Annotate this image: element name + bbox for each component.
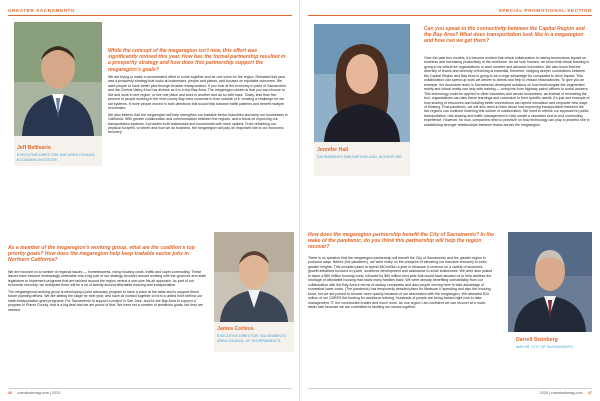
answer-2	[308, 256, 494, 311]
question-1: While the concept of the megaregion isn't new, this effort was significantly revised this year. How has the formal partnership resulted in a prosperity strategy and how does this partnership support the megaregion's goals?	[108, 48, 286, 73]
section-header: SPECIAL PROMOTIONAL SECTION	[498, 8, 592, 13]
james-title: EXECUTIVE DIRECTOR, SACRAMENTO AREA COUNCIL OF GOVERNMENTS	[217, 334, 287, 343]
footer-text: comstockmag.com | 2020	[17, 391, 61, 395]
header-rule	[308, 15, 592, 16]
section-header: GREATER SACRAMENTO	[8, 8, 76, 13]
answer-1-paragraph-1: Over the past few months, it's become evident that virtual collaboration is having tremendous impact on business and increasing productivity in the workforce. As we look forward, we know that virtual learning is going to be critical for organizations to work smarter and advance innovation. We also know that the diversity of teams and diversity of thinking is essential, therefore, bridging deeper connections between the Capital Region and Bay Area is going to be a huge advantage for companies to drive impact. This collaboration can speed up work we deliver to clients and help to reduce redundancies. To give you an example, the Accenture team in Sacramento developed solutions on how technologies like augmented reality and virtual reality can help with training — everyone from highway patrol officers to social workers. This technology could be applied to other industries and across businesses, as instead of recreating the tool, organizations can take these learnings and customize to their specific needs. It's just one example of how sharing of resources and building better connections can speed innovation and empower new ways of thinking. Post-pandemic, we will also need to think about how improving transportation between the two regions can continue fostering this culture of collaboration. We need to rethink our approach to public transportation, ride-sharing and traffic management to help create a seamless end-to-end commuting experience. However, for now, companies need to prioritize on how technology can play a powerful role in establishing stronger relationships between teams across the megaregion.	[424, 56, 590, 127]
answer-2-paragraph-1: We are focused on a number of regional issues — homelessness, rising housing costs, traffic and super-commuting. These issues have become increasingly untenable and a big part of our strategy revolves around working with the governor and state legislature to implement programs that are tailored around the region versus a one-size-fits-all approach. As part of our economic recovery, we anticipate there will be a lot of activity around affordable housing and transportation.	[8, 270, 207, 288]
footer-text: 2020 | comstockmag.com	[539, 391, 583, 395]
question-1: Can you speak to the connectivity between the Capital Region and the Bay Area? What does transportation look like in a megaregion and how can we get there?	[424, 26, 585, 45]
answer-2	[8, 270, 208, 314]
answer-2-paragraph-2: The megaregional working group is developing a joint advocacy program to have a voice at the table and to support these future planning efforts. We are setting the stage for next year, and have all worked together to form a united front behind our state transportation grant programs. For Sacramento to support a project in San Jose, and for the Bay Area to support a program in Placer County, that is a big deal and we are proud of that. We have set a number of ambitious goals, but they are needed.	[8, 289, 204, 312]
answer-1	[108, 75, 288, 137]
left-footer	[8, 391, 61, 395]
james-name: James Corless	[217, 326, 254, 332]
answer-1	[424, 56, 590, 129]
james-corless-photo	[214, 232, 294, 322]
darrell-title: MAYOR, CITY OF SACRAMENTO	[516, 345, 573, 349]
right-page	[300, 0, 600, 401]
answer-2-paragraph-1: There is no question that the megaregion partnership will benefit the City of Sacramento and the greater region in profound ways. Before (the pandemic), we were really on the precipice of elevating our inclusive economy to even greater heights. This included plans to spend $40 million a year in Measure U revenue on a variety of economic growth initiatives focused on youth, workforce development and assistance to small businesses. We were also poised to issue a $50 million housing bond, followed by $50 million next year that would have allowed us to help address the shortage of affordable housing that holds many families back. We were already benefiting substantially from our collaboration with the Bay Area in terms of startup companies and also people moving here to take advantage of somewhat lower costs. (The pandemic) has temporarily derailed plans for Measure U spending and also the housing bond, but we are poised to recover more quickly because of our association with the megaregion. We allocated $10 million of our CARES Act funding for workforce training. Hundreds of people are being trained right now in data management, IT, the construction trades and much more. As one region I am confident we can recover at a much faster rate because we are committed to tackling our issues together.	[308, 256, 493, 309]
jennifer-title: SACRAMENTO INNOVATION LEAD, ACCENTURE	[317, 155, 402, 159]
darrell-steinberg-photo	[508, 232, 592, 332]
answer-1-paragraph-1: We are trying to make a concentrated effort to come together and be one voice for the region. Released this year was a prosperity strategy that looks at businesses, people and places, and focuses on equitable outcomes. We want people to have better jobs through broader transportation. If you look at the economy in parts of Sacramento and the Central Valley it isn't as diverse as it is in the Bay Area. The megaregion dream is that you can choose to live and work in one region, or live one place and work in another and do so with ease. Today, less than five percent of people working in the nine-county Bay Area commute in from outside of it, creating a challenge for our rail systems. If more people moved in both directions this would help balance traffic patterns and benefit multiple economies.	[108, 75, 287, 111]
jeff-name: Jeff Bellisario	[17, 145, 52, 151]
right-footer	[540, 391, 593, 395]
question-2: How does the megaregion partnership benefit the City of Sacramento? In the wake of the pandemic, do you think this partnership will help the region recover?	[308, 232, 494, 251]
jennifer-name: Jennifer Hall	[317, 147, 349, 153]
question-2: As a member of the megaregion's working group, what are the coalition's top priority goals? How does the megaregion help keep tradable sector jobs in Northern California?	[8, 245, 195, 264]
darrell-name: Darrell Steinberg	[516, 337, 558, 343]
jeff-title: EXECUTIVE DIRECTOR, BAY AREA COUNCIL ECONOMIC INSTITUTE	[17, 153, 96, 162]
jeff-bellisario-photo	[14, 22, 102, 136]
jennifer-hall-photo	[314, 24, 410, 142]
page-number: 47	[587, 391, 592, 395]
page-number: 46	[8, 391, 13, 395]
answer-1-paragraph-2: We also believe that the megaregion will help strengthen our tradable sector industries and keep our businesses in California. With greater collaboration and communication between the regions, and a focus on improving our transportation systems, it provides both businesses and households with more options. From rethinking our physical footprint, to where and how we do business, the megaregion will play an important role in our economic recovery.	[108, 112, 288, 135]
header-rule	[8, 15, 292, 16]
